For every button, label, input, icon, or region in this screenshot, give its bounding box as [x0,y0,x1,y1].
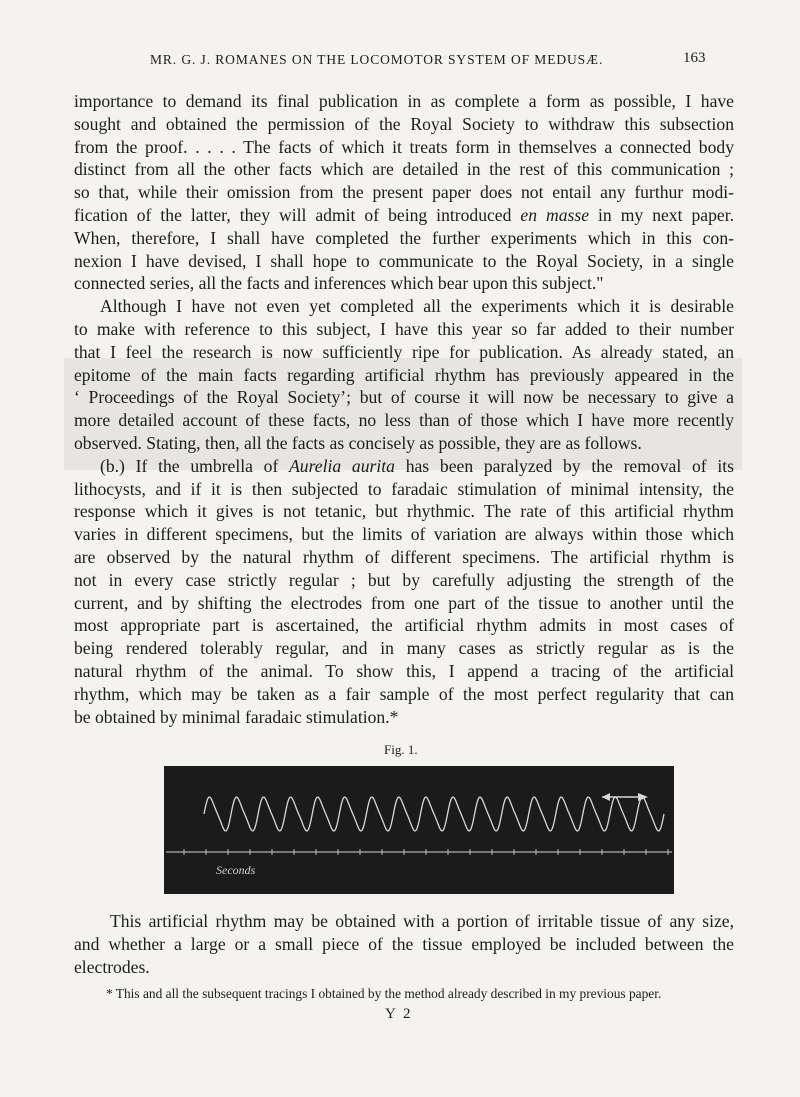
text-line: nexion I have devised, I shall hope to communicate to the Royal Society, in a single [74,250,734,271]
page-number: 163 [683,50,706,66]
text-line [74,204,734,227]
text-line: from the proof. . . . . The facts of which it treats form in themselves a connected body [74,136,734,157]
italic-phrase: en masse [520,204,590,225]
text-line: When, therefore, I shall have completed the further experiments which in this con- [74,227,734,248]
kymograph-tracing [164,766,674,894]
rhythm-trace [204,797,664,831]
tracing-svg [164,766,674,894]
text-line: and whether a large or a small piece of the tissue employed be included between the [74,933,734,954]
text-line: most appropriate part is ascertained, the artificial rhythm admits in most cases of [74,615,734,636]
text-line: distinct from all the other facts which are detailed in the rest of this communication ; [74,159,734,180]
body-text [74,90,734,728]
text-segment: (b.) If the umbrella of [100,455,279,476]
text-line: are observed by the natural rhythm of different specimens. The artificial rhythm is [74,546,734,567]
text-line: so that, while their omission from the present paper does not entail any furthur modi- [74,182,734,203]
text-line: be obtained by minimal faradaic stimulation.* [74,706,399,727]
text-line: epitome of the main facts regarding artificial rhythm has previously appeared in the [74,364,734,385]
species-name: Aurelia aurita [289,455,395,476]
text-line: to make with reference to this subject, I have this year so far added to their number [74,318,734,339]
text-line: sought and obtained the permission of the Royal Society to withdraw this subsection [74,113,734,134]
text-line: observed. Stating, then, all the facts as concisely as possible, they are as follows. [74,432,642,453]
closing-paragraph [74,910,734,978]
text-line [74,455,734,478]
text-line: connected series, all the facts and inferences which bear upon this subject." [74,273,604,294]
text-line: current, and by shifting the electrodes from one part of the tissue to another until the [74,592,734,613]
direction-arrow-icon [602,793,648,801]
text-line: ‘ Proceedings of the Royal Society’; but of course it will now be necessary to give a [74,387,734,408]
footnote: * This and all the subsequent tracings I obtained by the method already described in my previous paper. [106,986,662,1001]
signature-mark: Y 2 [385,1006,413,1022]
text-line: rhythm, which may be taken as a fair sample of the most perfect regularity that can [74,683,734,704]
text-line: response which it gives is not tetanic, but rhythmic. The rate of this artificial rhythm [74,501,734,522]
text-segment: has been paralyzed by the removal of its [405,455,734,476]
seconds-label: Seconds [216,863,256,877]
running-title: MR. G. J. ROMANES ON THE LOCOMOTOR SYSTEM OF MEDUSÆ. [150,52,604,67]
running-head [0,50,800,72]
text-segment: in my next paper. [598,204,734,225]
text-line: This artificial rhythm may be obtained with a portion of irritable tissue of any size, [110,911,734,931]
text-line: electrodes. [74,956,150,977]
text-line: more detailed account of these facts, no less than of those which I have more recently [74,410,734,431]
text-line: that I feel the research is now sufficiently ripe for publication. As already stated, an [74,341,734,362]
text-line: lithocysts, and if it is then subjected to faradaic stimulation of minimal intensity, the [74,478,734,499]
text-segment: fication of the latter, they will admit of being introduced [74,204,512,225]
text-line: Although I have not even yet completed all the experiments which it is desirable [100,296,734,317]
text-line: being rendered tolerably regular, and in many cases as strictly regular as is the [74,638,734,659]
text-line: natural rhythm of the animal. To show this, I append a tracing of the artificial [74,660,734,681]
text-line: varies in different specimens, but the limits of variation are always within those which [74,524,734,545]
figure-caption: Fig. 1. [384,742,418,757]
text-line: not in every case strictly regular ; but by carefully adjusting the strength of the [74,569,734,590]
text-line: importance to demand its final publication in as complete a form as possible, I have [74,91,734,111]
